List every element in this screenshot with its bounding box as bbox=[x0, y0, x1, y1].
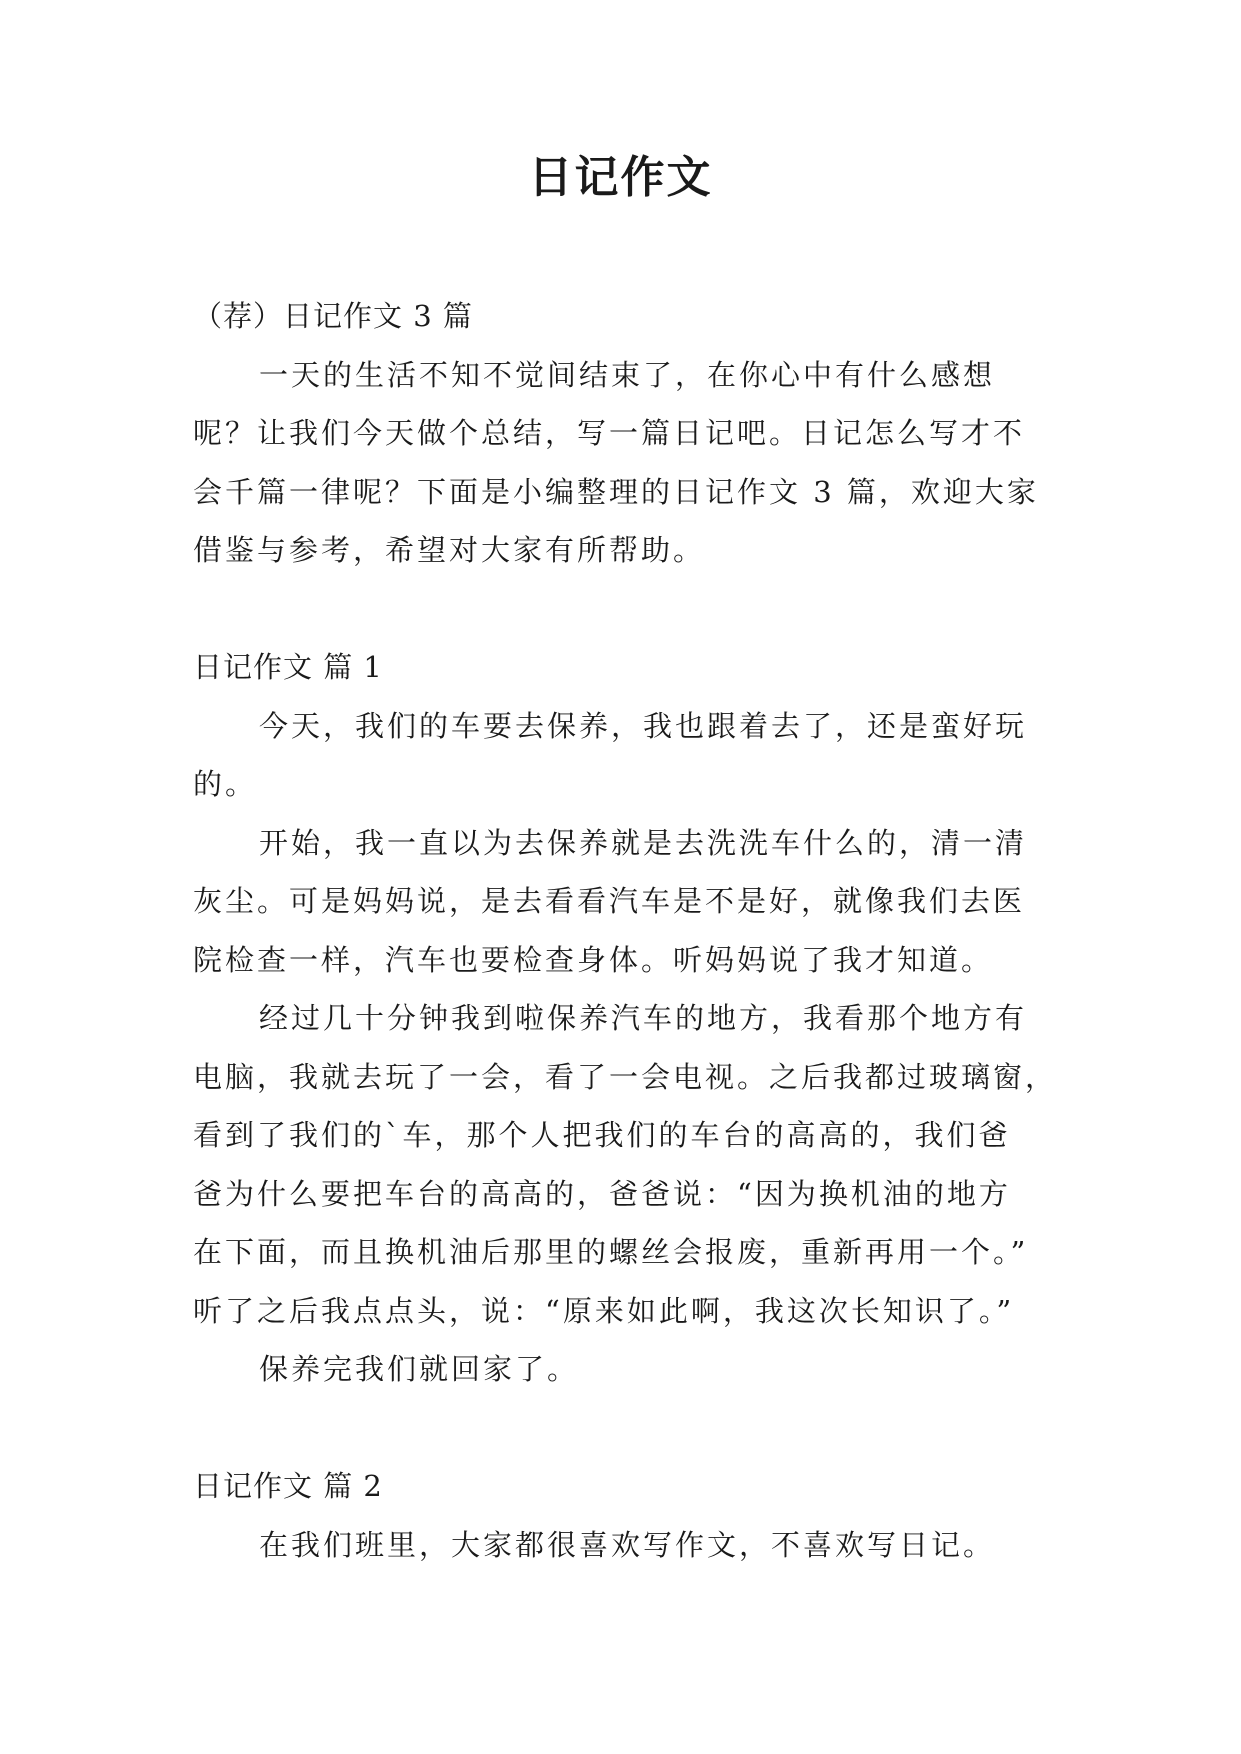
section-1-heading: 日记作文 篇 1 bbox=[193, 650, 383, 684]
section-2-heading: 日记作文 篇 2 bbox=[193, 1469, 383, 1503]
paragraph-line: 经过几十分钟我到啦保养汽车的地方，我看那个地方有 bbox=[259, 1001, 1028, 1035]
section-gap bbox=[193, 1399, 1055, 1458]
paragraph-line: 院检查一样，汽车也要检查身体。听妈妈说了我才知道。 bbox=[193, 942, 994, 977]
paragraph-line: 今天，我们的车要去保养，我也跟着去了，还是蛮好玩 bbox=[259, 708, 1028, 743]
intro-line: 会千篇一律呢？下面是小编整理的日记作文 3 篇，欢迎大家 bbox=[193, 474, 1039, 509]
paragraph-line: 开始，我一直以为去保养就是去洗洗车什么的，清一清 bbox=[259, 825, 1028, 860]
paragraph-line: 在下面，而且换机油后那里的螺丝会报废，重新再用一个。” bbox=[193, 1235, 1029, 1269]
document-subtitle: （荐）日记作文 3 篇 bbox=[193, 299, 473, 333]
document-title: 日记作文 bbox=[528, 152, 713, 203]
paragraph-line: 的。 bbox=[193, 767, 258, 801]
paragraph-line: 听了之后我点点头，说：“原来如此啊，我这次长知识了。” bbox=[193, 1293, 1015, 1328]
paragraph-line: 保养完我们就回家了。 bbox=[259, 1352, 580, 1386]
document-body bbox=[193, 287, 1058, 1574]
paragraph-line: 在我们班里，大家都很喜欢写作文，不喜欢写日记。 bbox=[259, 1527, 996, 1562]
intro-line: 呢？让我们今天做个总结，写一篇日记吧。日记怎么写才不 bbox=[193, 416, 1026, 450]
intro-line: 一天的生活不知不觉间结束了，在你心中有什么感想 bbox=[259, 357, 996, 392]
section-gap bbox=[193, 580, 1055, 639]
paragraph-line: 电脑，我就去玩了一会，看了一会电视。之后我都过玻璃窗， bbox=[193, 1059, 1058, 1094]
paragraph-line: 爸为什么要把车台的高高的，爸爸说：“因为换机油的地方 bbox=[193, 1176, 1011, 1211]
paragraph-line: 灰尘。可是妈妈说，是去看看汽车是不是好，就像我们去医 bbox=[193, 884, 1026, 918]
paragraph-line: 看到了我们的`车，那个人把我们的车台的高高的，我们爸 bbox=[193, 1118, 1011, 1152]
intro-line: 借鉴与参考，希望对大家有所帮助。 bbox=[193, 533, 706, 567]
